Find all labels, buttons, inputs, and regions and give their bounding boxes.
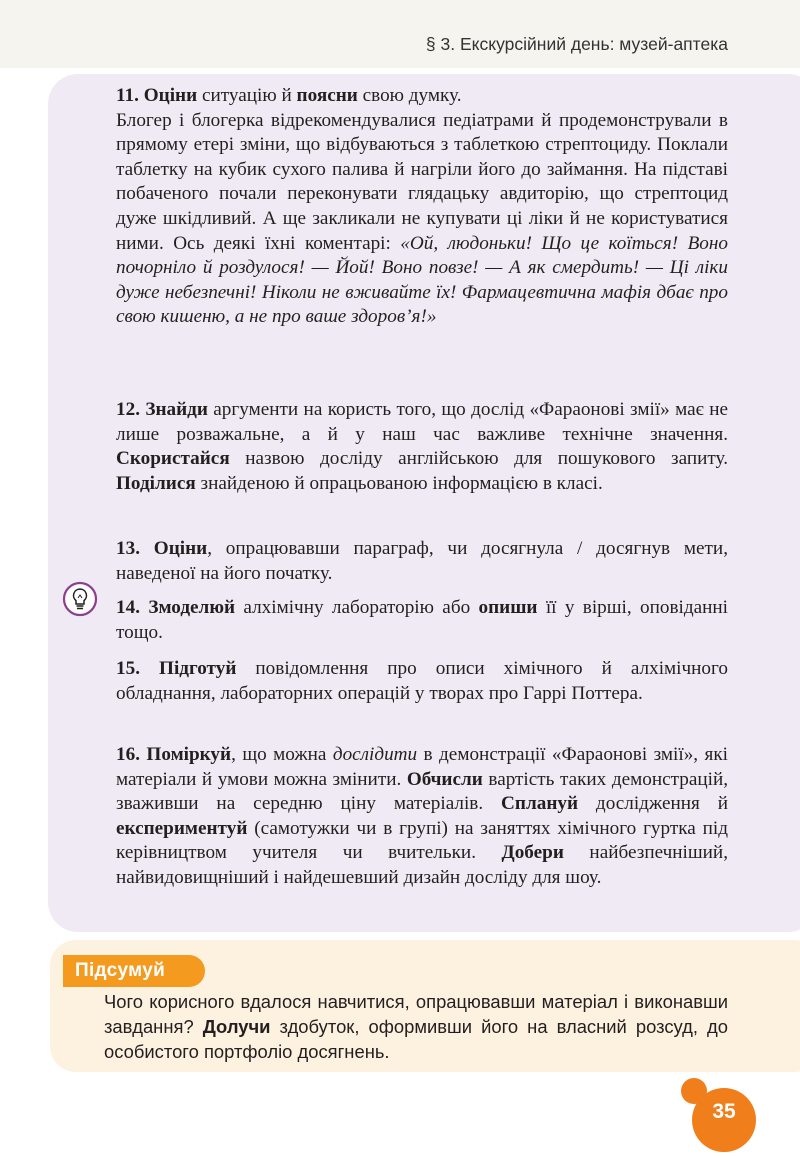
quote: «Ой, людоньки! Що це коїться! Воно почорніло й роздулося! — Йой! Воно повзе! — А як смердить! — Ці ліки дуже небезпечні! Ніколи не вживайте їх! Фармацевтична мафія дбає про свою кишеню, а не про ваше здоров’я!» xyxy=(116,232,728,328)
task-verb: Сплануй xyxy=(501,793,579,815)
task-verb: Оціни xyxy=(143,85,198,106)
section-title: § 3. Екскурсійний день: музей-аптека xyxy=(425,34,728,54)
task-verb: Обчисли xyxy=(406,768,483,790)
task-verb: Скористайся xyxy=(116,448,230,470)
task-12: 12. Знайди аргументи на користь того, що дослід «Фараонові змії» має не лише розважальне, а й у наш час важливе технічне значення. Скористайся назвою досліду англійською для пошукового запиту. Поділися знайденою й опрацьованою інформацією в класі. xyxy=(116,399,729,494)
task-14: 14. Змоделюй алхімічну лабораторію або опиши її у вірші, оповіданні тощо. xyxy=(116,597,729,643)
task-verb: Оціни xyxy=(153,538,208,559)
task-13: 13. Оціни, опрацювавши параграф, чи досягнула / досягнув мети, наведеної на його початку. xyxy=(116,538,728,584)
page-header xyxy=(0,0,800,68)
task-verb: експериментуй xyxy=(116,817,248,839)
task-16: 16. Поміркуй, що можна дослідити в демонстрації «Фараонові змії», які матеріали й умови можна змінити. Обчисли вартість таких демонстрацій, зваживши на середню ціну матеріалів. Сплануй дослідження й експериментуй (самотужки чи в групі) на заняттях хімічного гуртка під керівництвом учителя чи вчительки. Добери найбезпечніший, найвидовищніший і найдешевший дизайн досліду для шоу. xyxy=(116,744,729,888)
summary-verb: Долучи xyxy=(202,1016,271,1037)
task-15: 15. Підготуй повідомлення про описи хімічного й алхімічного обладнання, лабораторних операцій у творах про Гаррі Поттера. xyxy=(116,658,729,704)
summary-text: Чого корисного вдалося навчитися, опрацювавши матеріал і виконавши завдання? Долучи здобуток, оформивши його на власний розсуд, до особистого портфоліо досягнень. xyxy=(104,991,728,1062)
task-verb: поясни xyxy=(296,85,358,106)
lightbulb-icon xyxy=(62,581,98,617)
task-number: 15. xyxy=(116,658,140,679)
task-number: 13. xyxy=(116,538,140,559)
task-verb: опиши xyxy=(478,597,538,618)
task-verb: Поділися xyxy=(116,472,196,494)
task-number: 11. xyxy=(116,85,139,106)
task-verb: Поміркуй xyxy=(146,744,232,765)
task-number: 12. xyxy=(116,399,140,420)
task-number: 14. xyxy=(116,597,140,618)
page-number: 35 xyxy=(712,1100,736,1123)
task-body: Блогер і блогерка відрекомендувалися педіатрами й продемонстрували в прямому етері зміни, що відбуваються з таблеткою стрептоциду. Поклали таблетку на кубик сухого палива й нагріли його до займання. На підставі побаченого почали переконувати глядацьку авдиторію, що стрептоцид дуже шкідливий. А ще закликали не купувати ці ліки й не користуватися ними. Ось деякі їхні коментарі: xyxy=(116,109,728,254)
task-11: 11. Оціни ситуацію й поясни свою думку. Блогер і блогерка відрекомендувалися педіатрами й продемонстрували в прямому етері зміни, що відбуваються з таблеткою стрептоциду. Поклали таблетку на кубик сухого палива й нагріли його до займання. На підставі побаченого почали переконувати глядацьку авдиторію, що стрептоцид дуже шкідливий. А ще закликали не купувати ці ліки й не користуватися ними. Ось деякі їхні коментарі: «Ой, людоньки! Що це коїться! Воно почорніло й роздулося! — Йой! Воно повзе! — А як смердить! — Ці ліки дуже небезпечні! Ніколи не вживайте їх! Фармацевтична мафія дбає про свою кишеню, а не про ваше здоров’я!» xyxy=(116,85,728,328)
task-verb: Змоделюй xyxy=(148,597,236,618)
task-verb: Підготуй xyxy=(159,658,237,679)
task-verb: Добери xyxy=(501,842,564,864)
task-verb: Знайди xyxy=(145,399,208,420)
task-number: 16. xyxy=(116,744,140,765)
summary-label: Підсумуй xyxy=(63,955,205,987)
